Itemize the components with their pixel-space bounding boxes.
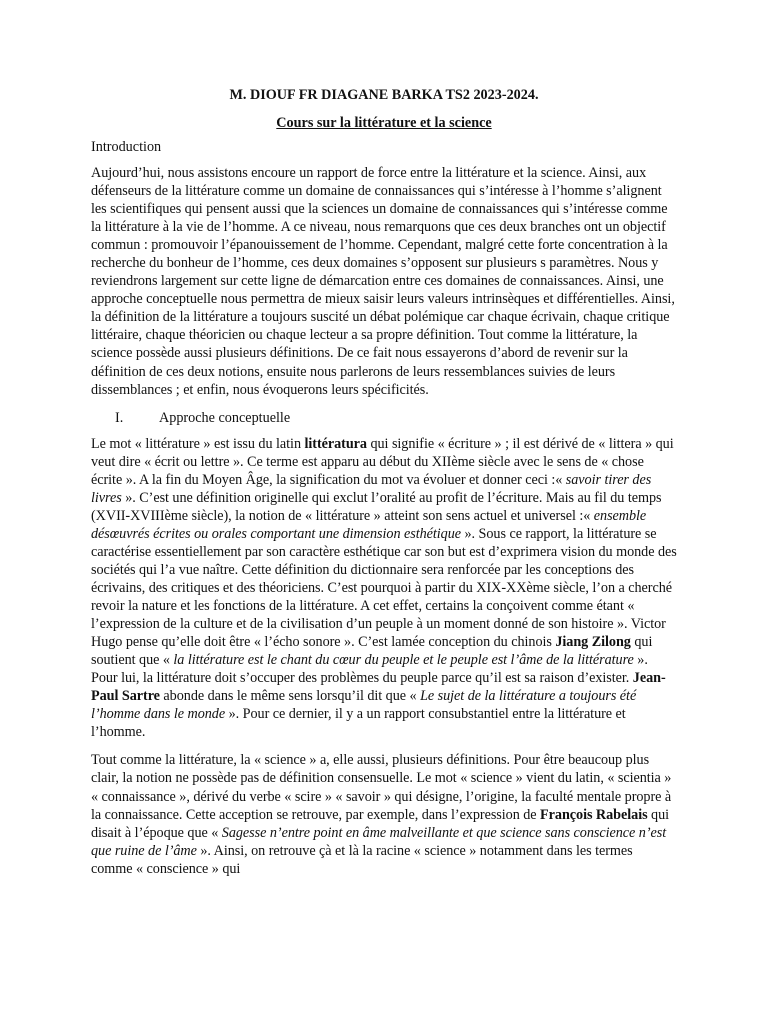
paragraph-text: ». Ainsi, on retrouve çà et là la racine « science » notamment dans les termes comme « conscience » qui xyxy=(91,842,633,877)
quote-italic: la littérature est le chant du cœur du peuple et le peuple est l’âme de la littérature xyxy=(173,652,634,669)
document-title: M. DIOUF FR DIAGANE BARKA TS2 2023-2024. xyxy=(229,87,539,103)
author-name: Jiang Zilong xyxy=(555,634,631,651)
introduction-heading: Introduction xyxy=(91,139,162,155)
introduction-paragraph: Aujourd’hui, nous assistons encoure un rapport de force entre la littérature et la science. Ainsi, aux défenseurs de la littérature comme un domaine de connaissances qui s’intéresse à l’homme s’alignent les scientifiques qui pensent aussi que la sciences un domaine de connaissances qui s’intéresse comme la littérature à la vie de l’homme. A ce niveau, nous remarquons que ces deux branches ont un objectif commun : promouvoir l’épanouissement de l’homme. Cependant, malgré cette forte concentration à la recherche du bonheur de l’homme, ces deux domaines s’opposent sur plusieurs s paramètres. Nous y reviendrons largement sur cette ligne de démarcation entre ces domaines de connaissances. Ainsi, une approche conceptuelle nous permettra de mieux saisir leurs valeurs intrinsèques et différentielles. Ainsi, la définition de la littérature a toujours suscité un débat polémique car chaque écrivain, chaque critique littéraire, chaque théoricien ou chaque lecteur a sa propre définition. Tout comme la littérature, la science possède aussi plusieurs définitions. De ce fait nous essayerons d’abord de revenir sur la définition de ces deux notions, ensuite nous parlerons de leurs ressemblances suivies de leurs dissemblances ; et enfin, nous évoquerons leurs spécificités. xyxy=(91,165,675,398)
term-bold: littératura xyxy=(304,435,367,452)
section-number: I. xyxy=(115,409,124,426)
paragraph-text: abonde dans le même sens lorsqu’il dit que « xyxy=(159,688,421,705)
paragraph-text: ». Pour ce dernier, il y a un rapport consubstantiel entre la littérature et l’homme. xyxy=(91,706,626,741)
paragraph-text: qui disait à l’époque que « xyxy=(91,806,670,841)
quote-italic: ensemble désœuvrés écrites ou orales comportant une dimension esthétique xyxy=(91,507,647,542)
course-title: Cours sur la littérature et la science xyxy=(276,115,492,131)
paragraph-text: ». C’est une définition originelle qui exclut l’oralité au profit de l’écriture. Mais au fil du temps (XVII-XVIIIème siècle), la notion de « littérature » atteint son sens actuel et universel :« xyxy=(91,489,662,524)
section-title: Approche conceptuelle xyxy=(159,409,291,426)
paragraph-text: Le mot « littérature » est issu du latin xyxy=(91,435,305,452)
paragraph-text: qui soutient que « xyxy=(91,634,653,669)
science-definition-paragraph xyxy=(91,751,677,877)
quote-italic: Le sujet de la littérature a toujours été l’homme dans le monde xyxy=(91,688,637,723)
author-name: Jean-Paul Sartre xyxy=(91,670,666,705)
paragraph-text: Tout comme la littérature, la « science » a, elle aussi, plusieurs définitions. Pour être beaucoup plus clair, la notion ne possède pas de définition consensuelle. Le mot « science » vient du latin, « scientia » « connaissance », dérivé du verbe « scire » « savoir » qui désigne, l’origine, la faculté mentale propre à la connaissance. Cette acception se retrouve, par exemple, dans l’expression de xyxy=(91,752,672,823)
document-body xyxy=(91,86,677,888)
author-name: François Rabelais xyxy=(540,806,648,823)
paragraph-text: ». Pour lui, la littérature doit s’occuper des problèmes du peuple parce qu’il est sa raison d’exister. xyxy=(91,652,648,687)
paragraph-text: qui signifie « écriture » ; il est dérivé de « littera » qui veut dire « écrit ou lettre ». Ce terme est apparu au début du XIIème siècle avec le sens de « chose écrite ». A la fin du Moyen Âge, la signification du mot va évoluer et donner ceci :« xyxy=(91,435,674,488)
quote-italic: savoir tirer des livres xyxy=(91,471,652,506)
section-heading xyxy=(91,409,677,427)
literature-definition-paragraph xyxy=(91,435,677,742)
paragraph-text: ». Sous ce rapport, la littérature se caractérise essentiellement par son caractère esthétique car son but est d’exprimera vision du monde des sociétés qui l’a vue naître. Cette définition du dictionnaire sera renforcée par les conceptions des écrivains, des critiques et des théoriciens. C’est pourquoi à partir du XIX-XXème siècle, l’on a cherché revoir la nature et les fonctions de la littérature. A cet effet, certains la conçoivent comme étant « l’expression de la culture et de la civilisation d’un peuple à un moment donné de son histoire ». Victor Hugo pense qu’elle doit être « l’écho sonore ». C’est lamée conception du chinois xyxy=(91,525,677,651)
quote-italic: Sagesse n’entre point en âme malveillante et que science sans conscience n’est que ruine de l’âme xyxy=(91,824,667,859)
